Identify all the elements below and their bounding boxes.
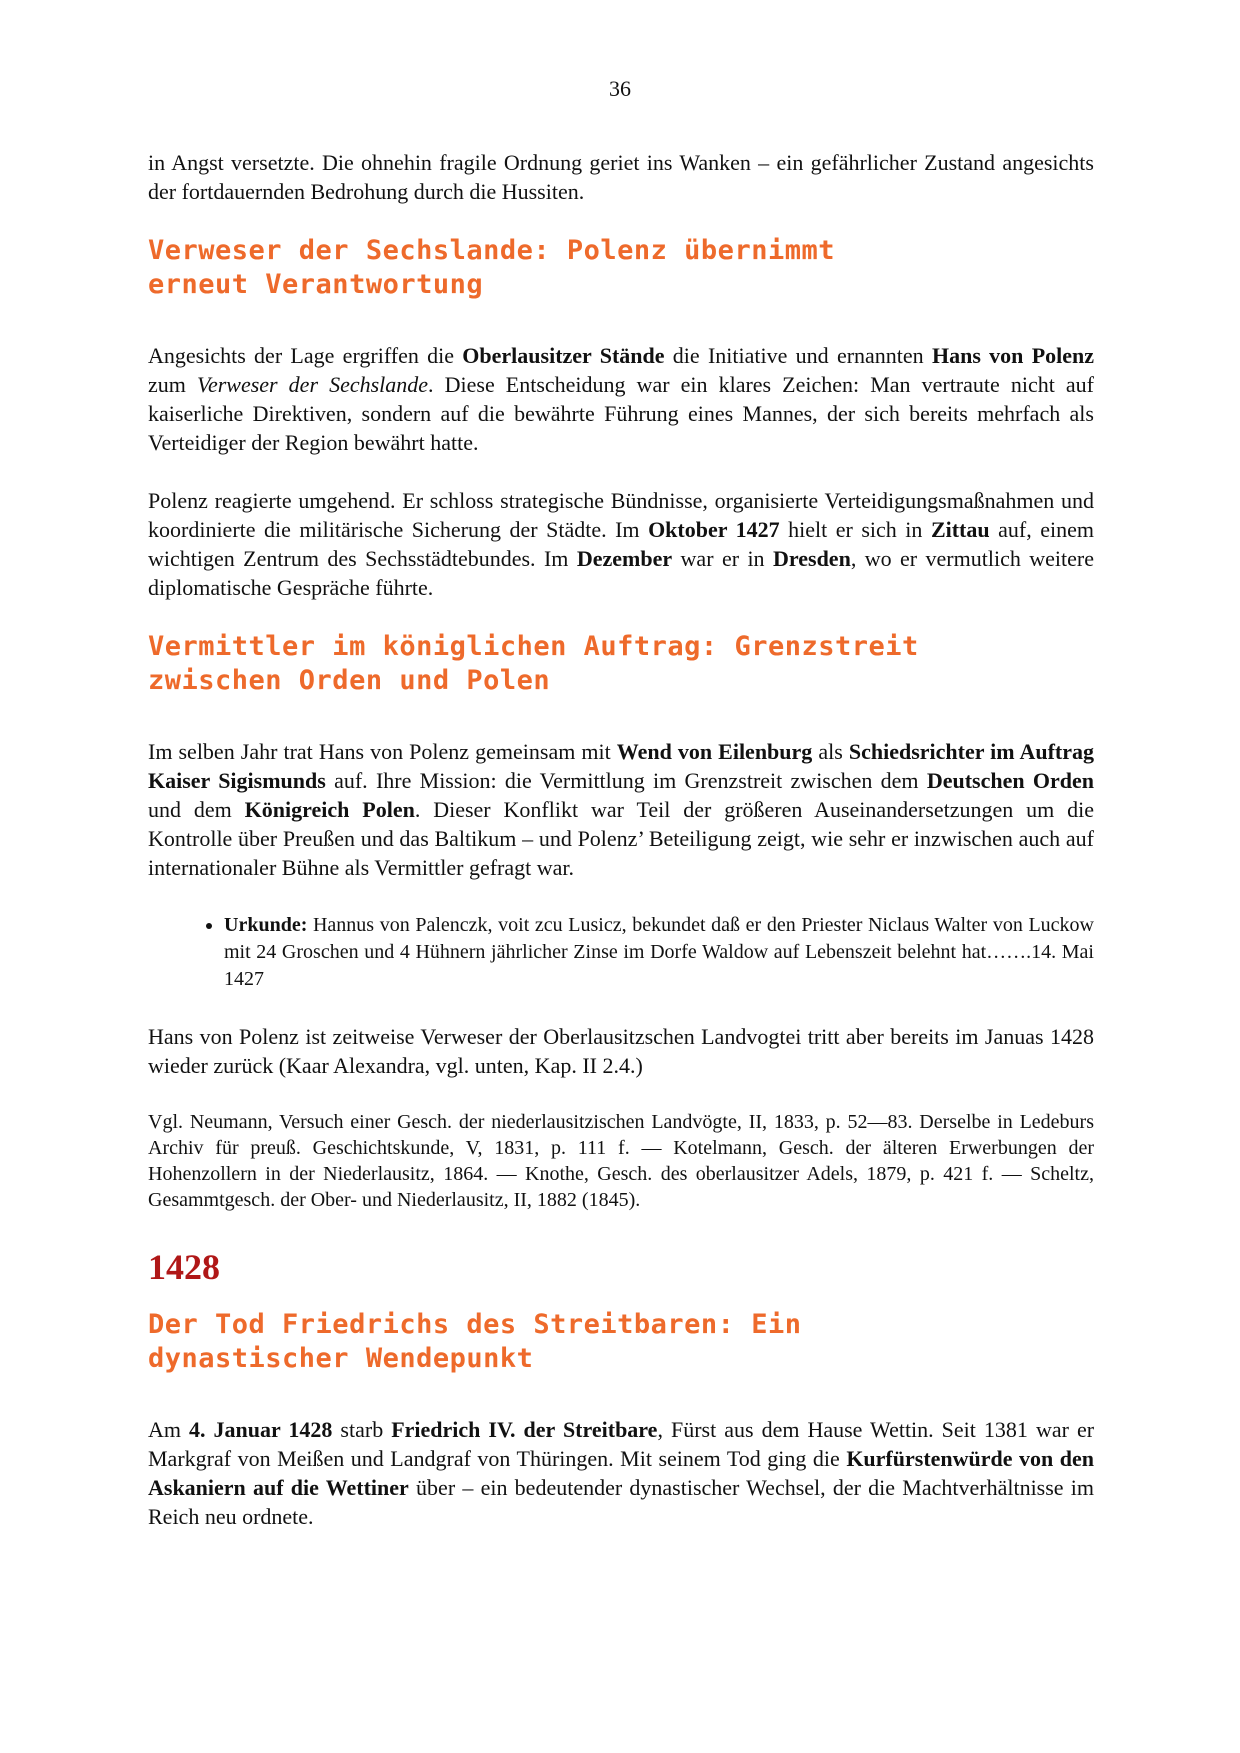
heading-line: Vermittler im königlichen Auftrag: Grenzstreit — [148, 631, 919, 662]
year-heading: 1428 — [148, 1247, 220, 1287]
italic-term: Verweser der Sechslande — [196, 372, 429, 397]
heading-line: Der Tod Friedrichs des Streitbaren: Ein — [148, 1309, 802, 1340]
bold-term: Deutschen Orden — [926, 768, 1094, 793]
list-item: • Urkunde: Hannus von Palenczk, voit zcu Lusicz, bekundet daß er den Priester Niclaus Walter von Luckow mit 24 Groschen und 4 Hühnern jährlicher Zinse im Dorfe Waldow auf Lebenszeit belehnt hat…….14. Mai 1427 — [224, 912, 1094, 993]
bold-term: Königreich Polen — [244, 797, 415, 822]
section-heading-tod-friedrichs — [148, 1308, 1094, 1376]
urkunde-list — [148, 912, 1094, 993]
references-paragraph: Vgl. Neumann, Versuch einer Gesch. der niederlausitzischen Landvögte, II, 1833, p. 52—83. Derselbe in Ledeburs Archiv für preuß. Geschichtskunde, V, 1831, p. 111 f. — Kotelmann, Gesch. der älteren Erwerbungen der Hohenzollern in der Niederlausitz, 1864. — Knothe, Gesch. des oberlausitzer Adels, 1879, p. 421 f. — Scheltz, Gesammtgesch. der Ober- und Niederlausitz, II, 1882 (1845). — [148, 1111, 1094, 1211]
intro-paragraph: in Angst versetzte. Die ohnehin fragile Ordnung geriet ins Wanken – ein gefährlicher Zustand angesichts der fortdauernden Bedrohung durch die Hussiten. — [148, 150, 1094, 204]
heading-line: erneut Verantwortung — [148, 269, 484, 300]
bold-term: Friedrich IV. der Streitbare — [391, 1417, 658, 1442]
paragraph-friedrich: Am 4. Januar 1428 starb Friedrich IV. der Streitbare, Fürst aus dem Hause Wettin. Seit 1381 war er Markgraf von Meißen und Landgraf von Thüringen. Mit seinem Tod ging die Kurfürstenwürde von den Askaniern auf die Wettiner über – ein bedeutender dynastischer Wechsel, der die Machtverhältnisse im Reich neu ordnete. — [148, 1417, 1095, 1529]
bold-term: Zittau — [930, 517, 990, 542]
page-number: 36 — [609, 76, 631, 101]
heading-line: Verweser der Sechslande: Polenz übernimmt — [148, 235, 835, 266]
paragraph-schiedsrichter: Im selben Jahr trat Hans von Polenz gemeinsam mit Wend von Eilenburg als Schiedsrichter im Auftrag Kaiser Sigismunds auf. Ihre Mission: die Vermittlung im Grenzstreit zwischen dem Deutschen Orden und dem Königreich Polen. Dieser Konflikt war Teil der größeren Auseinandersetzungen um die Kontrolle über Preußen und das Baltikum – und Polenz’ Beteiligung zeigt, wie sehr er inzwischen auch auf internationaler Bühne als Vermittler gefragt war. — [148, 739, 1094, 880]
bold-term: Dezember — [576, 546, 673, 571]
heading-line: dynastischer Wendepunkt — [148, 1343, 534, 1374]
bold-term: Wend von Eilenburg — [616, 739, 813, 764]
bold-term: Schiedsrichter im Auftrag Kaiser Sigismunds — [148, 739, 1094, 793]
bold-term: Kurfürstenwürde von den Askaniern auf die Wettiner — [148, 1446, 1095, 1500]
paragraph-landvogtei: Hans von Polenz ist zeitweise Verweser der Oberlausitzschen Landvogtei tritt aber bereits im Januas 1428 wieder zurück (Kaar Alexandra, vgl. unten, Kap. II 2.4.) — [148, 1024, 1094, 1078]
paragraph-stande: Angesichts der Lage ergriffen die Oberlausitzer Stände die Initiative und ernannten Hans von Polenz zum Verweser der Sechslande. Diese Entscheidung war ein klares Zeichen: Man vertraute nicht auf kaiserliche Direktiven, sondern auf die bewährte Führung eines Mannes, der sich bereits mehrfach als Verteidiger der Region bewährt hatte. — [148, 343, 1095, 455]
paragraph-polenz-reagierte: Polenz reagierte umgehend. Er schloss strategische Bündnisse, organisierte Verteidigungsmaßnahmen und koordinierte die militärische Sicherung der Städte. Im Oktober 1427 hielt er sich in Zittau auf, einem wichtigen Zentrum des Sechsstädtebundes. Im Dezember war er in Dresden, wo er vermutlich weitere diplomatische Gespräche führte. — [148, 488, 1095, 600]
bold-term: Oktober 1427 — [648, 517, 780, 542]
bullet-label: Urkunde: — [224, 914, 308, 936]
bold-term: Oberlausitzer Stände — [462, 343, 665, 368]
bold-term: Dresden — [772, 546, 851, 571]
page-content — [148, 148, 1094, 1531]
bold-term: 4. Januar 1428 — [189, 1417, 333, 1442]
heading-line: zwischen Orden und Polen — [148, 665, 551, 696]
section-heading-verweser — [148, 234, 1094, 302]
section-heading-vermittler — [148, 630, 1094, 698]
bold-term: Hans von Polenz — [931, 343, 1095, 368]
